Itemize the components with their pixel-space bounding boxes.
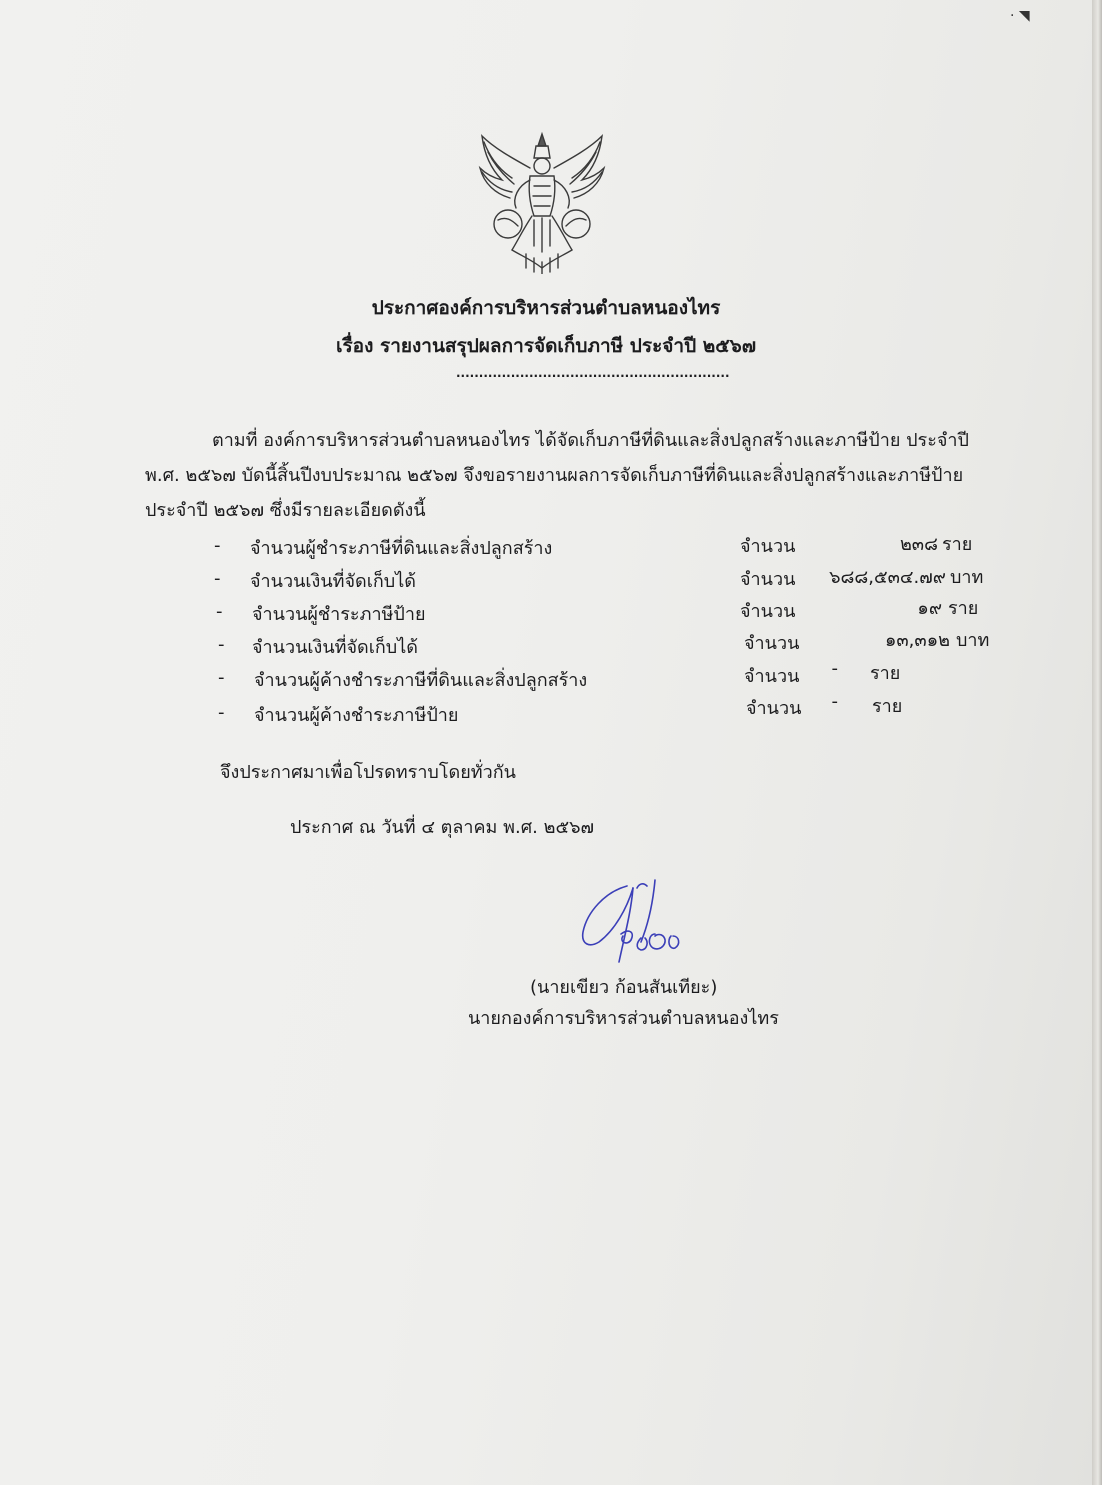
list-item-label: จำนวนผู้ค้างชำระภาษีที่ดินและสิ่งปลูกสร้าง xyxy=(254,670,588,691)
list-dash: - xyxy=(218,667,225,688)
list-item-label: จำนวนผู้ค้างชำระภาษีป้าย xyxy=(254,705,459,726)
list-dash: - xyxy=(214,568,221,589)
announcement-subject: เรื่อง รายงานสรุปผลการจัดเก็บภาษี ประจำปี ๒๕๖๗ xyxy=(335,335,757,357)
paper-edge xyxy=(1092,0,1102,1485)
count-value: ๒๓๘ xyxy=(899,534,938,555)
announcement-date: ประกาศ ณ วันที่ ๔ ตุลาคม พ.ศ. ๒๕๖๗ xyxy=(290,817,595,838)
list-dash: - xyxy=(216,601,223,622)
count-label: จำนวน xyxy=(744,666,800,687)
count-unit: ราย xyxy=(948,598,979,619)
count-unit: ราย xyxy=(942,534,973,555)
list-dash: - xyxy=(214,535,221,556)
count-label: จำนวน xyxy=(740,536,796,557)
signatory-name: (นายเขียว ก้อนสันเทียะ) xyxy=(530,977,718,998)
list-item-label: จำนวนเงินที่จัดเก็บได้ xyxy=(250,571,416,592)
body-line-3: ประจำปี ๒๕๖๗ ซึ่งมีรายละเอียดดังนี้ xyxy=(145,500,426,521)
signatory-position: นายกองค์การบริหารส่วนตำบลหนองไทร xyxy=(468,1008,779,1029)
closing-statement: จึงประกาศมาเพื่อโปรดทราบโดยทั่วกัน xyxy=(220,762,516,783)
list-item-label: จำนวนผู้ชำระภาษีที่ดินและสิ่งปลูกสร้าง xyxy=(250,538,553,559)
count-unit: บาท xyxy=(956,630,990,651)
title-separator: ............................................................ xyxy=(456,366,730,380)
count-value: ๑๓,๓๑๒ xyxy=(884,630,950,651)
list-item-label: จำนวนเงินที่จัดเก็บได้ xyxy=(252,637,418,658)
list-dash: - xyxy=(218,702,225,723)
corner-mark: · ◥ xyxy=(1010,8,1030,24)
count-unit: ราย xyxy=(870,663,901,684)
list-item-label: จำนวนผู้ชำระภาษีป้าย xyxy=(252,604,426,625)
body-line-2: พ.ศ. ๒๕๖๗ บัดนี้สิ้นปีงบประมาณ ๒๕๖๗ จึงขอรายงานผลการจัดเก็บภาษีที่ดินและสิ่งปลูกสร้างและภาษีป้าย xyxy=(145,465,964,486)
count-label: จำนวน xyxy=(744,633,800,654)
count-label: จำนวน xyxy=(740,569,796,590)
count-value: - xyxy=(831,691,838,712)
count-value: ๑๙ xyxy=(917,598,942,619)
count-value: - xyxy=(831,658,838,679)
count-label: จำนวน xyxy=(740,601,796,622)
count-label: จำนวน xyxy=(746,698,802,719)
announcement-title: ประกาศองค์การบริหารส่วนตำบลหนองไทร xyxy=(371,297,721,319)
handwritten-signature xyxy=(575,872,685,972)
list-dash: - xyxy=(218,634,225,655)
count-unit: ราย xyxy=(872,696,903,717)
count-unit: บาท xyxy=(950,567,984,588)
count-value: ๖๘๘,๕๓๔.๗๙ xyxy=(829,567,946,588)
body-line-1: ตามที่ องค์การบริหารส่วนตำบลหนองไทร ได้จัดเก็บภาษีที่ดินและสิ่งปลูกสร้างและภาษีป้าย ประจำปี xyxy=(212,430,969,451)
garuda-emblem-icon xyxy=(472,128,612,274)
